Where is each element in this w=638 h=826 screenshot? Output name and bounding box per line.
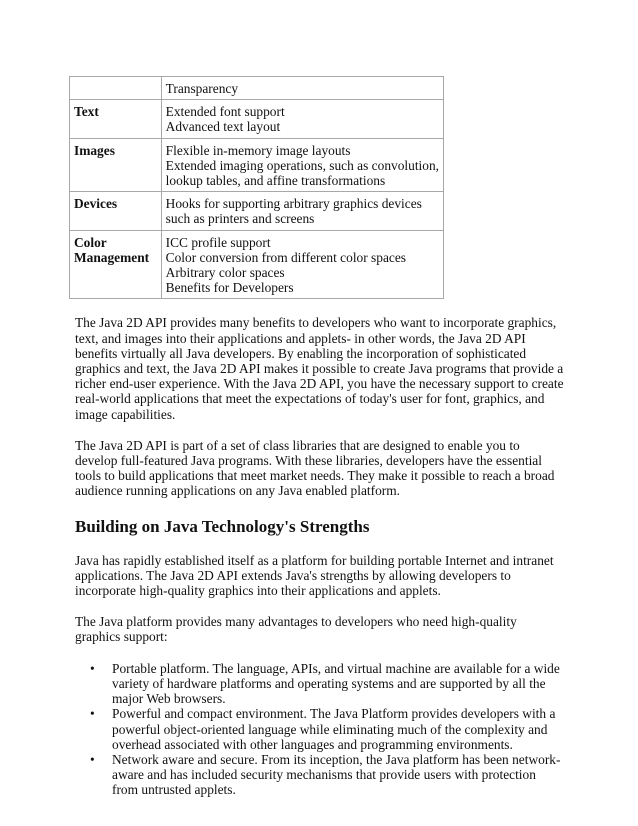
table-row (70, 192, 444, 230)
feature-line: Benefits for Developers (165, 280, 294, 296)
feature-line: Arbitrary color spaces (165, 265, 285, 281)
table-cell-features (161, 230, 443, 299)
table-cell-features (161, 138, 443, 192)
bullet-icon: • (90, 660, 95, 676)
table-row (70, 230, 444, 299)
feature-line: ICC profile support (165, 234, 271, 250)
paragraph-class-libraries: The Java 2D API is part of a set of class libraries that are designed to enable you to develop full-featured Java programs. With these libraries, developers have the essential tools to build applications that meet market needs. They make it possible to reach a broad audience running applications on any Java enabled platform. (75, 437, 555, 499)
feature-line: Color conversion from different color spaces (165, 249, 406, 265)
paragraph-benefits: The Java 2D API provides many benefits to developers who want to incorporate graphics, text, and images into their applications and applets- in other words, the Java 2D API benefits virtually all Java developers. By enabling the incorporation of sophisticated graphics and text, the Java 2D API makes it possible to create Java programs that provide a richer end-user experience. With the Java 2D API, you have the necessary support to create real-world applications that meet the expectations of today's user for font, graphics, and image capabilities. (75, 315, 564, 422)
table-cell-category: Text (70, 100, 162, 138)
feature-table (69, 76, 444, 299)
list-item (90, 751, 565, 798)
section-heading: Building on Java Technology's Strengths (75, 516, 370, 536)
table-cell-features (161, 100, 443, 138)
paragraph-platform-advantages: The Java platform provides many advantages to developers who need high-quality graphics support: (75, 614, 517, 645)
table-cell-category: Devices (70, 192, 162, 230)
advantages-list (75, 661, 565, 798)
list-item (90, 660, 565, 707)
table-row (70, 138, 444, 192)
page-content (75, 76, 565, 798)
table-cell-features (161, 77, 443, 100)
feature-line: Flexible in-memory image layouts (165, 142, 351, 158)
table-cell-category: Color Management (70, 230, 162, 299)
table-cell-features (161, 192, 443, 230)
table-row (70, 100, 444, 138)
table-row (70, 77, 444, 100)
list-item (90, 706, 565, 752)
feature-line: such as printers and screens (165, 211, 315, 227)
bullet-icon: • (90, 706, 95, 722)
list-item-text: Portable platform. The language, APIs, and virtual machine are available for a wide variety of hardware platforms and operating systems and are supported by all the major Web browsers. (112, 660, 560, 707)
list-item-text: Powerful and compact environment. The Java Platform provides developers with a powerful object-oriented language while eliminating much of the complexity and overhead associated with other languages and programming environments. (112, 706, 556, 752)
list-item-text: Network aware and secure. From its inception, the Java platform has been network-aware and has included security mechanisms that provide users with protection from untrusted applets. (112, 751, 561, 798)
bullet-icon: • (90, 751, 95, 767)
feature-line: lookup tables, and affine transformations (165, 173, 386, 189)
feature-line: Transparency (165, 81, 239, 96)
feature-line: Extended font support (165, 104, 285, 120)
table-cell-category: Images (70, 138, 162, 192)
table-cell-category (70, 77, 162, 100)
feature-line: Hooks for supporting arbitrary graphics devices (165, 196, 422, 212)
paragraph-java-strengths: Java has rapidly established itself as a platform for building portable Internet and intranet applications. The Java 2D API extends Java's strengths by allowing developers to incorporate high-quality graphics into their applications and applets. (75, 552, 554, 599)
feature-line: Advanced text layout (165, 119, 281, 135)
feature-line: Extended imaging operations, such as convolution, (165, 157, 439, 173)
